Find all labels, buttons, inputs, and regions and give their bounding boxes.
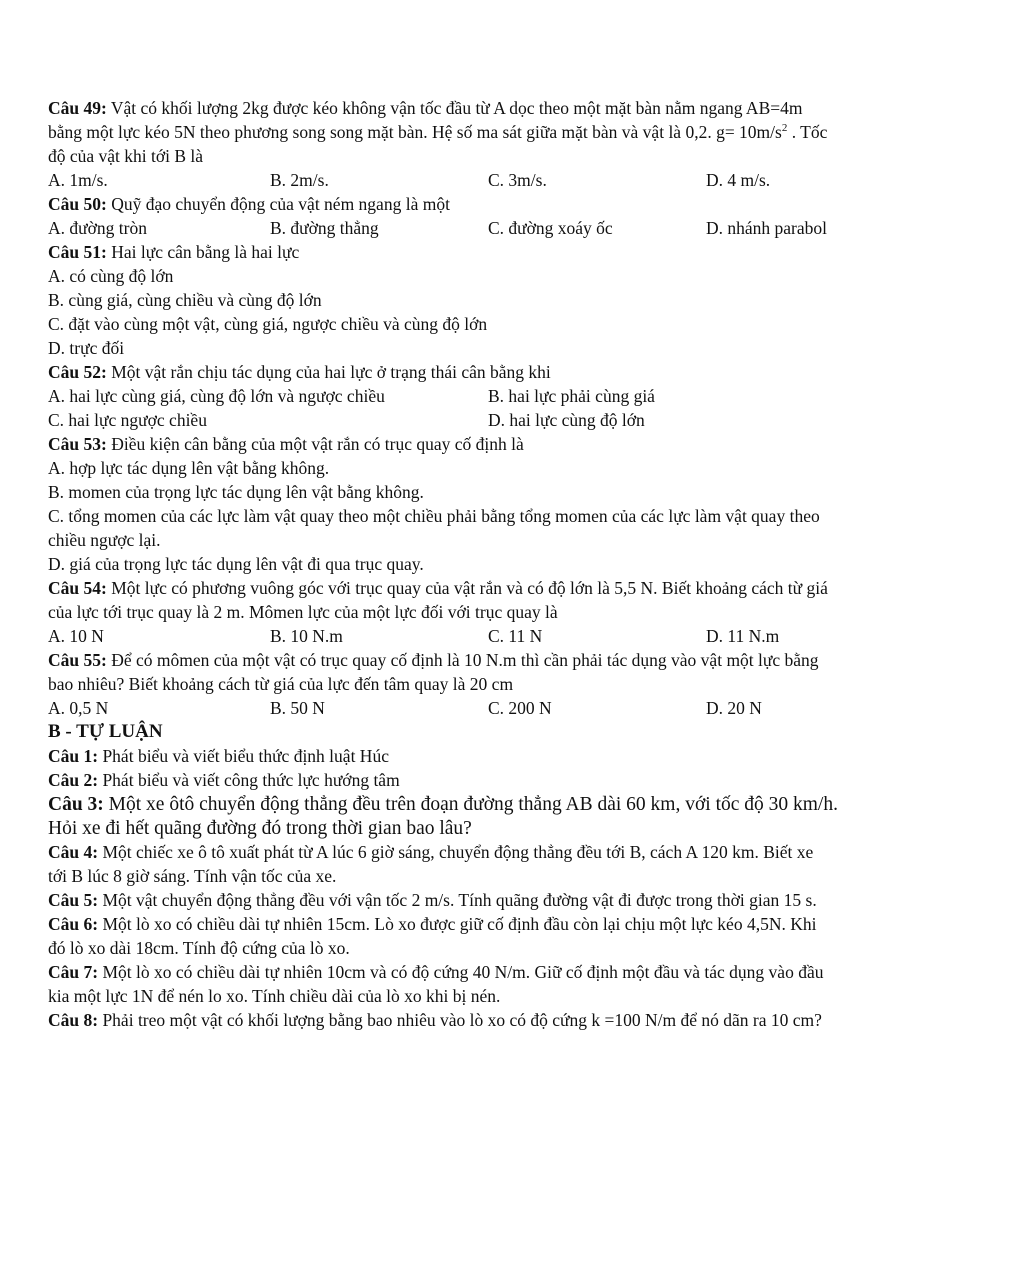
essay-c4-label: Câu 4: xyxy=(48,842,99,862)
q52-options-row1 xyxy=(48,384,988,408)
q54-line2: của lực tới trục quay là 2 m. Mômen lực của một lực đối với trục quay là xyxy=(48,602,558,622)
q49-sup: 2 xyxy=(781,122,788,135)
essay-c8 xyxy=(48,1008,988,1032)
q52-option-c: C. hai lực ngược chiều xyxy=(48,410,207,430)
q49-label: Câu 49: xyxy=(48,98,107,118)
essay-c2-label: Câu 2: xyxy=(48,770,99,790)
essay-c3-line2: Hỏi xe đi hết quãng đường đó trong thời gian bao lâu? xyxy=(48,818,472,839)
q49-text1: Vật có khối lượng 2kg được kéo không vận tốc đầu từ A dọc theo một mặt bàn nằm ngang AB=4m xyxy=(106,98,803,118)
essay-c5-label: Câu 5: xyxy=(48,890,99,910)
q50-option-c: C. đường xoáy ốc xyxy=(488,218,613,238)
q51-option-d: D. trực đối xyxy=(48,338,125,358)
essay-c3-line1 xyxy=(48,792,988,816)
q54-option-c: C. 11 N xyxy=(488,626,543,646)
q52-text: Một vật rắn chịu tác dụng của hai lực ở trạng thái cân bằng khi xyxy=(106,362,551,382)
q53-label: Câu 53: xyxy=(48,434,107,454)
q49-text2b: . Tốc xyxy=(787,122,828,142)
essay-c6-label: Câu 6: xyxy=(48,914,99,934)
q54-option-a: A. 10 N xyxy=(48,626,104,646)
essay-c1-label: Câu 1: xyxy=(48,746,99,766)
q51-option-a: A. có cùng độ lớn xyxy=(48,266,174,286)
q51-option-b: B. cùng giá, cùng chiều và cùng độ lớn xyxy=(48,290,322,310)
q50-line xyxy=(48,192,988,216)
q53-option-d: D. giá của trọng lực tác dụng lên vật đi qua trục quay. xyxy=(48,554,424,574)
essay-c6-line1 xyxy=(48,912,988,936)
q55-options xyxy=(48,696,988,720)
q52-option-a: A. hai lực cùng giá, cùng độ lớn và ngược chiều xyxy=(48,386,385,406)
q55-line1 xyxy=(48,648,988,672)
q53-option-a: A. hợp lực tác dụng lên vật bằng không. xyxy=(48,458,330,478)
q50-option-d: D. nhánh parabol xyxy=(706,218,828,238)
q52-line xyxy=(48,360,988,384)
q53-option-c: C. tổng momen của các lực làm vật quay theo một chiều phải bằng tổng momen của các lực làm vật quay theo xyxy=(48,506,820,526)
q53-line xyxy=(48,432,988,456)
essay-c4-text1: Một chiếc xe ô tô xuất phát từ A lúc 6 giờ sáng, chuyển động thẳng đều tới B, cách A 120 km. Biết xe xyxy=(98,842,814,862)
q49-text2: bằng một lực kéo 5N theo phương song song mặt bàn. Hệ số ma sát giữa mặt bàn và vật là 0,2. g= 10m/s xyxy=(48,122,782,142)
q50-text: Quỹ đạo chuyển động của vật ném ngang là một xyxy=(106,194,450,214)
essay-c1-text: Phát biểu và viết biểu thức định luật Húc xyxy=(98,746,389,766)
q52-option-d: D. hai lực cùng độ lớn xyxy=(488,410,645,430)
essay-c7-label: Câu 7: xyxy=(48,962,99,982)
q55-option-c: C. 200 N xyxy=(488,698,552,718)
q54-line1 xyxy=(48,576,988,600)
essay-c4-line1 xyxy=(48,840,988,864)
q52-label: Câu 52: xyxy=(48,362,107,382)
q53-option-c-cont: chiều ngược lại. xyxy=(48,530,161,550)
essay-c2-text: Phát biểu và viết công thức lực hướng tâm xyxy=(98,770,400,790)
section-b-heading: B - TỰ LUẬN xyxy=(48,721,163,742)
essay-c7-line1 xyxy=(48,960,988,984)
q53-option-b: B. momen của trọng lực tác dụng lên vật bằng không. xyxy=(48,482,424,502)
q49-line3: độ của vật khi tới B là xyxy=(48,146,204,166)
q51-label: Câu 51: xyxy=(48,242,107,262)
q53-text: Điều kiện cân bằng của một vật rắn có trục quay cố định là xyxy=(106,434,524,454)
q49-option-a: A. 1m/s. xyxy=(48,170,108,190)
essay-c7-line2: kia một lực 1N để nén lo xo. Tính chiều dài của lò xo khi bị nén. xyxy=(48,986,501,1006)
q49-line2 xyxy=(48,120,988,144)
essay-c2 xyxy=(48,768,988,792)
essay-c6-text1: Một lò xo có chiều dài tự nhiên 15cm. Lò xo được giữ cố định đầu còn lại chịu một lực kéo 4,5N. Khi xyxy=(98,914,817,934)
q55-text1: Để có mômen của một vật có trục quay cố định là 10 N.m thì cần phải tác dụng vào vật một lực bằng xyxy=(106,650,819,670)
q49-option-b: B. 2m/s. xyxy=(270,170,329,190)
essay-c8-label: Câu 8: xyxy=(48,1010,99,1030)
essay-c8-text: Phải treo một vật có khối lượng bằng bao nhiêu vào lò xo có độ cứng k =100 N/m để nó dãn ra 10 cm? xyxy=(98,1010,822,1030)
q51-line xyxy=(48,240,988,264)
q51-option-c: C. đặt vào cùng một vật, cùng giá, ngược chiều và cùng độ lớn xyxy=(48,314,488,334)
q54-option-d: D. 11 N.m xyxy=(706,626,780,646)
q49-option-d: D. 4 m/s. xyxy=(706,170,771,190)
essay-c5-text: Một vật chuyển động thẳng đều với vận tốc 2 m/s. Tính quãng đường vật đi được trong thời gian 15 s. xyxy=(98,890,817,910)
exam-page xyxy=(48,96,988,1032)
q55-option-b: B. 50 N xyxy=(270,698,325,718)
q49-option-c: C. 3m/s. xyxy=(488,170,547,190)
q52-option-b: B. hai lực phải cùng giá xyxy=(488,386,655,406)
essay-c6-line2: đó lò xo dài 18cm. Tính độ cứng của lò xo. xyxy=(48,938,350,958)
q54-options xyxy=(48,624,988,648)
q50-option-b: B. đường thẳng xyxy=(270,218,379,238)
q49-options xyxy=(48,168,988,192)
essay-c4-line2: tới B lúc 8 giờ sáng. Tính vận tốc của xe. xyxy=(48,866,337,886)
q55-line2: bao nhiêu? Biết khoảng cách từ giá của lực đến tâm quay là 20 cm xyxy=(48,674,514,694)
essay-c1 xyxy=(48,744,988,768)
essay-c7-text1: Một lò xo có chiều dài tự nhiên 10cm và có độ cứng 40 N/m. Giữ cố định một đầu và tác dụng vào đầu xyxy=(98,962,824,982)
q50-label: Câu 50: xyxy=(48,194,107,214)
essay-c3-label: Câu 3: xyxy=(48,794,104,815)
q54-text1: Một lực có phương vuông góc với trục quay của vật rắn và có độ lớn là 5,5 N. Biết khoảng cách từ giá xyxy=(106,578,828,598)
q55-option-d: D. 20 N xyxy=(706,698,762,718)
q52-options-row2 xyxy=(48,408,988,432)
q54-label: Câu 54: xyxy=(48,578,107,598)
q54-option-b: B. 10 N.m xyxy=(270,626,343,646)
q55-label: Câu 55: xyxy=(48,650,107,670)
q55-option-a: A. 0,5 N xyxy=(48,698,109,718)
q49-line1 xyxy=(48,96,988,120)
q51-text: Hai lực cân bằng là hai lực xyxy=(106,242,300,262)
q50-options xyxy=(48,216,988,240)
essay-c5 xyxy=(48,888,988,912)
essay-c3-text1: Một xe ôtô chuyển động thẳng đều trên đoạn đường thẳng AB dài 60 km, với tốc độ 30 km/h. xyxy=(103,794,838,815)
q50-option-a: A. đường tròn xyxy=(48,218,147,238)
